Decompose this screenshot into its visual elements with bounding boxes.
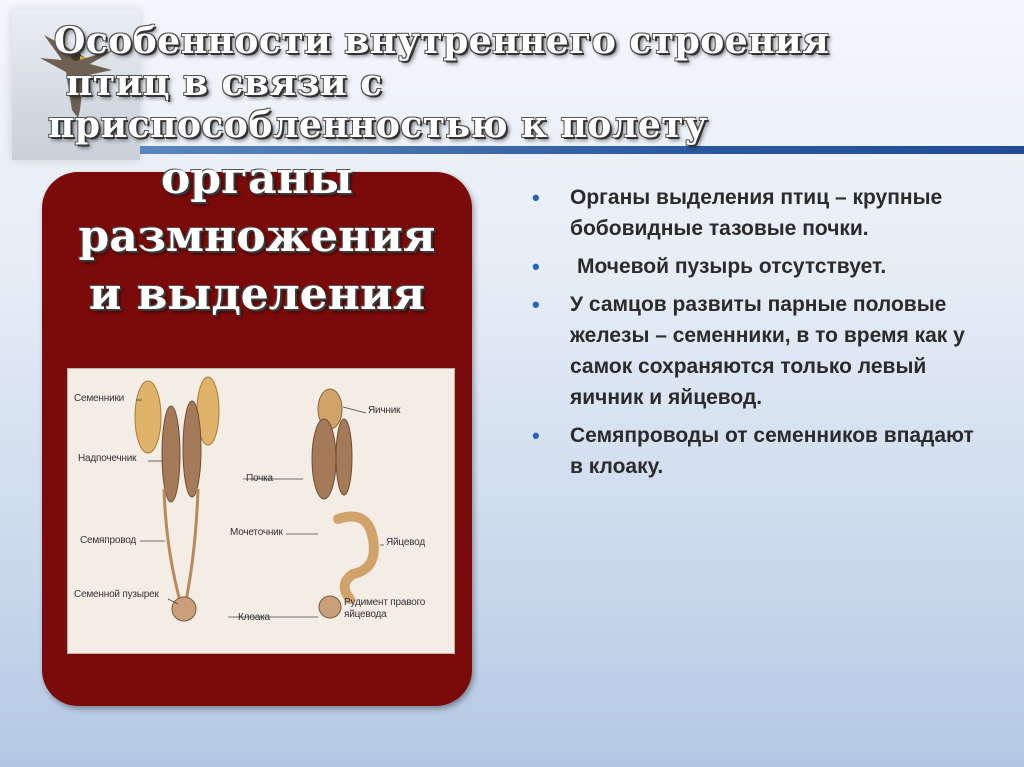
label-testes: Семенники (74, 393, 125, 404)
fact-item: • Мочевой пузырь отсутствует. (530, 251, 990, 282)
left-testis (135, 381, 161, 453)
right-kidney-f (336, 419, 352, 495)
female-cloaca (319, 596, 341, 618)
panel-title-line-2: размножения (78, 211, 436, 262)
male-cloaca (172, 597, 196, 621)
slide-title (48, 20, 1008, 146)
left-kidney-f (312, 419, 336, 499)
slide-title-line-1: Особенности внутреннего строения (54, 20, 830, 62)
panel-title-line-1: органы (161, 153, 353, 204)
label-oviduct: Яйцевод (386, 537, 425, 548)
left-duct (164, 489, 180, 601)
facts-list (530, 182, 990, 489)
label-ureter: Мочеточник (230, 527, 283, 538)
slide-title-line-3: приспособленностью к полету (48, 104, 708, 146)
label-rudiment: Рудимент правого яйцевода (344, 597, 426, 620)
panel-title (42, 150, 472, 324)
fact-item: • У самцов развиты парные половые железы – семенники, в то время как у самок сохраняются только левый яичник и яйцевод. (530, 289, 990, 413)
oviduct (338, 517, 374, 600)
right-duct (186, 489, 198, 601)
label-adrenal: Надпочечник (78, 453, 137, 464)
label-seminal-vesicle: Семенной пузырек (74, 589, 159, 600)
label-ovary: Яичник (368, 405, 401, 416)
fact-item: • Органы выделения птиц – крупные бобовидные тазовые почки. (530, 182, 990, 244)
label-vas-deferens: Семяпровод (80, 535, 136, 546)
panel-title-line-3: и выделения (88, 269, 426, 320)
right-kidney (183, 401, 201, 497)
label-kidney: Почка (246, 473, 273, 484)
left-kidney (162, 406, 180, 502)
label-cloaca: Клоака (238, 612, 270, 623)
fact-item: • Семяпроводы от семенников впадают в клоаку. (530, 420, 990, 482)
slide-title-line-2: птиц в связи с (66, 62, 383, 104)
anatomy-diagram (67, 368, 455, 654)
